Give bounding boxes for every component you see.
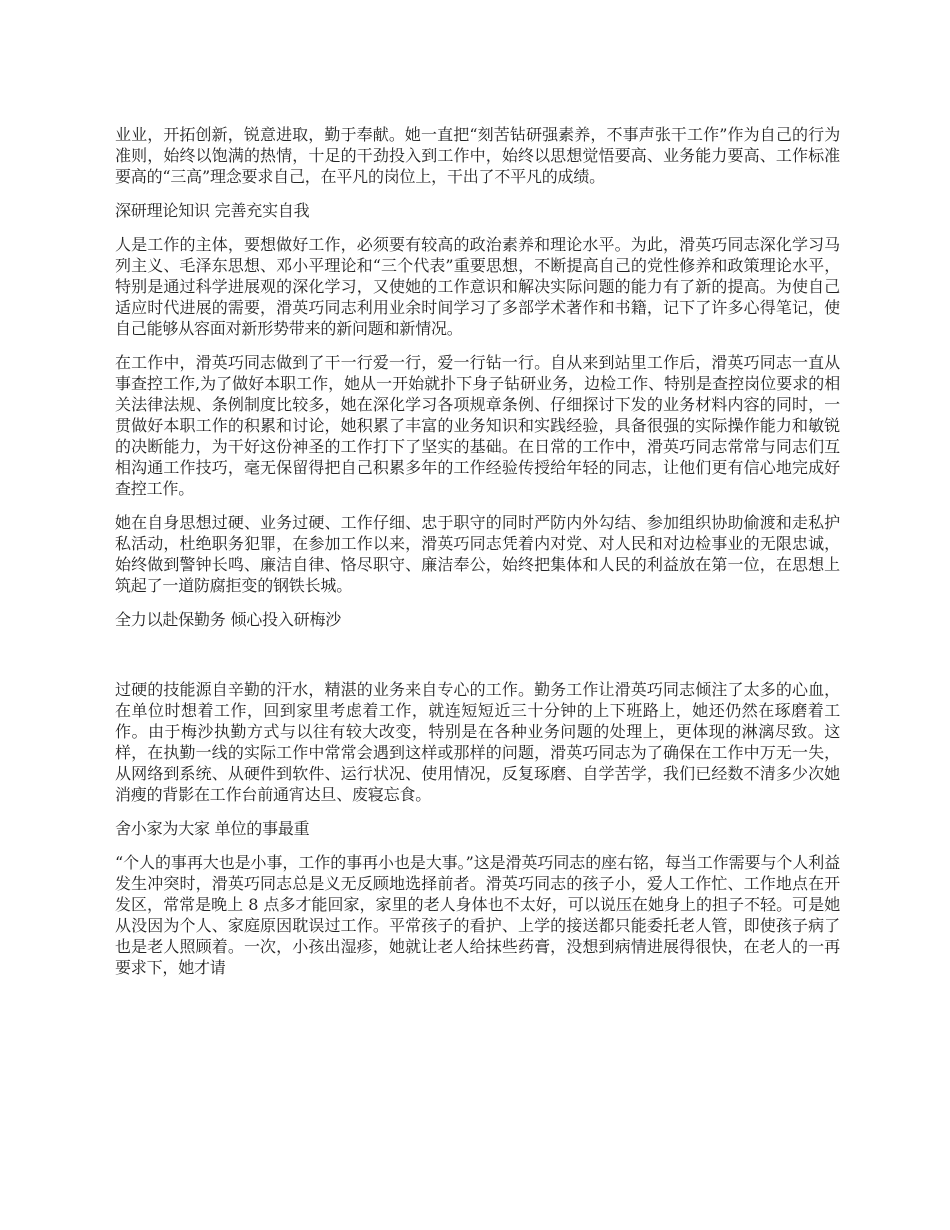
paragraph-duty: 过硬的技能源自辛勤的汗水，精湛的业务来自专心的工作。勤务工作让滑英巧同志倾注了太多的心血，在单位时想着工作，回到家里考虑着工作，就连短短近三十分钟的上下班路上，她还仍然在琢磨着工作。由于梅沙执勤方式与以往有较大改变，特别是在各种业务问题的处理上，更体现的淋漓尽致。这样，在执勤一线的实际工作中常常会遇到这样或那样的问题，滑英巧同志为了确保在工作中万无一失，从网络到系统、从硬件到软件、运行状况、使用情况，反复琢磨、自学苦学，我们已经数不清多少次她消瘦的背影在工作台前通宵达旦、废寝忘食。 — [115, 680, 840, 804]
paragraph-work-practice: 在工作中，滑英巧同志做到了干一行爱一行，爱一行钻一行。自从来到站里工作后，滑英巧同志一直从事查控工作,为了做好本职工作，她从一开始就扑下身子钻研业务，边检工作、特别是查控岗位要求的相关法律法规、条例制度比较多，她在深化学习各项规章条例、仔细探讨下发的业务材料内容的同时，一贯做好本职工作的积累和讨论，她积累了丰富的业务知识和实践经验，具备很强的实际操作能力和敏锐的决断能力，为干好这份神圣的工作打下了坚实的基础。在日常的工作中，滑英巧同志常常与同志们互相沟通工作技巧，毫无保留得把自己积累多年的工作经验传授给年轻的同志，让他们更有信心地完成好查控工作。 — [115, 353, 840, 498]
paragraph-theory-study: 人是工作的主体，要想做好工作，必须要有较高的政治素养和理论水平。为此，滑英巧同志深化学习马列主义、毛泽东思想、邓小平理论和“三个代表”重要思想，不断提高自己的党性修养和政策理论水平，特别是通过科学进展观的深化学习，又使她的工作意识和解决实际问题的能力有了新的提高。为使自己适应时代进展的需要，滑英巧同志利用业余时间学习了多部学术著作和书籍，记下了许多心得笔记，使自己能够从容面对新形势带来的新问题和新情况。 — [115, 235, 840, 338]
section-heading-theory: 深研理论知识 完善充实自我 — [115, 201, 310, 220]
paragraph-integrity: 她在自身思想过硬、业务过硬、工作仔细、忠于职守的同时严防内外勾结、参加组织协助偷渡和走私护私活动，杜绝职务犯罪，在参加工作以来，滑英巧同志凭着内对党、对人民和对边检事业的无限忠诚，始终做到警钟长鸣、廉洁自律、恪尽职守、廉洁奉公，始终把集体和人民的利益放在第一位，在思想上筑起了一道防腐拒变的钢铁长城。 — [115, 513, 840, 595]
paragraph-family: “个人的事再大也是小事，工作的事再小也是大事。”这是滑英巧同志的座右铭，每当工作需要与个人利益发生冲突时，滑英巧同志总是义无反顾地选择前者。滑英巧同志的孩子小，爱人工作忙、工作地点在开发区，常常是晚上 8 点多才能回家，家里的老人身体也不太好，可以说压在她身上的担子不轻。可是她从没因为个人、家庭原因耽误过工作。平常孩子的看护、上学的接送都只能委托老人管，即使孩子病了也是老人照顾着。一次，小孩出湿疹，她就让老人给抹些药膏，没想到病情进展得很快，在老人的一再要求下，她才请 — [115, 853, 840, 977]
paragraph-intro: 业业，开拓创新，锐意进取，勤于奉献。她一直把“刻苦钻研强素养，不事声张干工作”作为自己的行为准则，始终以饱满的热情，十足的干劲投入到工作中，始终以思想觉悟要高、业务能力要高、工作标准要高的“三高”理念要求自己，在平凡的岗位上，干出了不平凡的成绩。 — [115, 125, 840, 186]
section-heading-duty: 全力以赴保勤务 倾心投入研梅沙 — [115, 610, 342, 629]
section-heading-family: 舍小家为大家 单位的事最重 — [115, 819, 310, 838]
blank-gap — [115, 643, 840, 679]
document-body — [115, 124, 840, 991]
